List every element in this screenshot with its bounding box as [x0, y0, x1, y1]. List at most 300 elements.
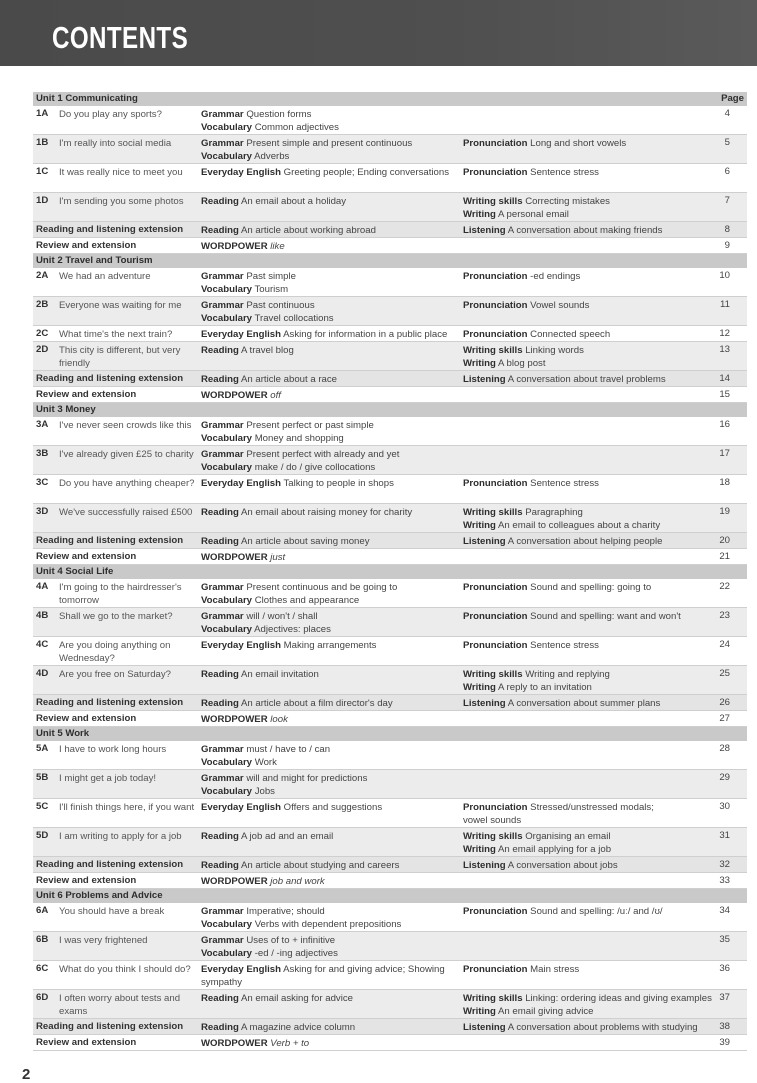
page-ref: 6: [724, 166, 730, 177]
content-label: Listening: [463, 374, 506, 385]
content-line: [463, 814, 725, 827]
page-ref: 25: [719, 668, 730, 679]
content-text: Writing and replying: [525, 669, 610, 680]
content-label: Pronunciation: [463, 271, 528, 282]
review-row[interactable]: [33, 873, 747, 889]
content-line: [463, 477, 725, 490]
content-label: Writing skills: [463, 993, 523, 1004]
review-row[interactable]: [33, 1035, 747, 1051]
content-label: Pronunciation: [463, 640, 528, 651]
content-label: Reading: [201, 345, 239, 356]
pronunciation-writing-cell: [463, 1021, 725, 1034]
content-line: [201, 1021, 463, 1034]
content-line: [463, 905, 725, 918]
page-ref: 39: [719, 1037, 730, 1048]
content-line: [201, 121, 463, 134]
pronunciation-writing-cell: [463, 639, 725, 652]
content-label: Grammar: [201, 109, 244, 120]
content-line: [463, 697, 725, 710]
content-line: [201, 992, 463, 1005]
lesson-code: 6D: [36, 992, 49, 1003]
language-skills-cell: [201, 535, 463, 548]
language-skills-cell: [201, 875, 463, 888]
lesson-title: Shall we go to the market?: [59, 611, 173, 622]
content-line: [201, 108, 463, 121]
content-text: An article about working abroad: [241, 225, 376, 236]
lesson-row[interactable]: [33, 297, 747, 326]
content-label: Grammar: [201, 611, 244, 622]
pronunciation-writing-cell: [463, 328, 725, 341]
language-skills-cell: [201, 270, 463, 296]
content-label: Reading: [201, 536, 239, 547]
lesson-title: I often worry about tests and exams: [59, 993, 181, 1017]
page-ref: 18: [719, 477, 730, 488]
language-skills-cell: [201, 506, 463, 519]
content-line: [463, 208, 725, 221]
content-text: Offers and suggestions: [283, 802, 383, 813]
content-line: [201, 905, 463, 918]
content-label: Writing skills: [463, 345, 523, 356]
content-label: Pronunciation: [463, 329, 528, 340]
content-text: Adverbs: [254, 151, 290, 162]
lesson-code: 1B: [36, 137, 49, 148]
content-line: [463, 639, 725, 652]
content-text: Imperative; should: [246, 906, 325, 917]
content-line: [201, 224, 463, 237]
content-line: [201, 756, 463, 769]
content-line: [463, 610, 725, 623]
language-skills-cell: [201, 859, 463, 872]
content-text: Sentence stress: [530, 640, 599, 651]
lesson-title: I'm going to the hairdresser's tomorrow: [59, 582, 182, 606]
content-line: [463, 506, 725, 519]
lesson-title: I've never seen crowds like this: [59, 420, 192, 431]
content-label: Reading: [201, 831, 239, 842]
pronunciation-writing-cell: [463, 801, 725, 827]
content-label: WORDPOWER: [201, 552, 268, 563]
content-text: Stressed/unstressed modals;: [530, 802, 654, 813]
language-skills-cell: [201, 195, 463, 208]
lesson-row[interactable]: [33, 106, 747, 135]
content-text: Paragraphing: [525, 507, 583, 518]
content-text: A travel blog: [241, 345, 294, 356]
content-line: [201, 283, 463, 296]
lesson-row[interactable]: [33, 637, 747, 666]
lesson-row[interactable]: [33, 504, 747, 533]
language-skills-cell: [201, 830, 463, 843]
content-label: Grammar: [201, 773, 244, 784]
content-text: Question forms: [246, 109, 312, 120]
lesson-row[interactable]: [33, 135, 747, 164]
content-line: [201, 432, 463, 445]
content-label: Pronunciation: [463, 138, 528, 149]
language-skills-cell: [201, 166, 463, 179]
extension-label: Reading and listening extension: [36, 224, 184, 235]
content-line: [463, 357, 725, 370]
content-label: WORDPOWER: [201, 714, 268, 725]
pronunciation-writing-cell: [463, 992, 725, 1018]
lesson-row[interactable]: [33, 342, 747, 371]
lesson-title: Do you play any sports?: [59, 109, 162, 120]
content-line: [201, 551, 463, 564]
page-ref: 5: [724, 137, 730, 148]
lesson-title: What do you think I should do?: [59, 964, 191, 975]
content-text: Asking for information in a public place: [283, 329, 448, 340]
page-ref: 21: [719, 551, 730, 562]
lesson-row[interactable]: [33, 828, 747, 857]
lesson-title: I was very frightened: [59, 935, 148, 946]
pronunciation-writing-cell: [463, 166, 725, 179]
extension-row[interactable]: [33, 1019, 747, 1035]
pronunciation-writing-cell: [463, 224, 725, 237]
lesson-code: 4C: [36, 639, 49, 650]
content-text: -ed / -ing adjectives: [254, 948, 338, 959]
lesson-code: 1C: [36, 166, 49, 177]
content-label: Reading: [201, 698, 239, 709]
language-skills-cell: [201, 551, 463, 564]
content-line: [463, 270, 725, 283]
content-text: An email applying for a job: [498, 844, 612, 855]
content-label: Everyday English: [201, 329, 281, 340]
content-line: [201, 195, 463, 208]
language-skills-cell: [201, 448, 463, 474]
lesson-code: 5D: [36, 830, 49, 841]
language-skills-cell: [201, 963, 463, 989]
pronunciation-writing-cell: [463, 299, 725, 312]
content-line: [201, 150, 463, 163]
lesson-row[interactable]: [33, 193, 747, 222]
content-label: Reading: [201, 196, 239, 207]
extension-row[interactable]: [33, 222, 747, 238]
content-label: Listening: [463, 1022, 506, 1033]
page-ref: 35: [719, 934, 730, 945]
content-text: A magazine advice column: [241, 1022, 356, 1033]
content-label: Vocabulary: [201, 919, 253, 930]
content-text: will / won't / shall: [246, 611, 318, 622]
pronunciation-writing-cell: [463, 963, 725, 976]
content-label: Writing: [463, 358, 496, 369]
lesson-title: I'm sending you some photos: [59, 196, 184, 207]
page-ref: 7: [724, 195, 730, 206]
content-text: job and work: [270, 876, 325, 887]
review-row[interactable]: [33, 238, 747, 254]
review-row[interactable]: [33, 711, 747, 727]
content-text: vowel sounds: [463, 815, 522, 826]
content-text: Sentence stress: [530, 478, 599, 489]
lesson-code: 2D: [36, 344, 49, 355]
lesson-row[interactable]: [33, 579, 747, 608]
lesson-row[interactable]: [33, 475, 747, 504]
page-number: 2: [22, 1066, 31, 1083]
content-text: A reply to an invitation: [498, 682, 592, 693]
content-text: Money and shopping: [254, 433, 344, 444]
review-row[interactable]: [33, 549, 747, 565]
review-label: Review and extension: [36, 1037, 137, 1048]
content-label: Vocabulary: [201, 433, 253, 444]
content-text: Adjectives: places: [254, 624, 331, 635]
page-ref: 30: [719, 801, 730, 812]
lesson-row[interactable]: [33, 164, 747, 193]
pronunciation-writing-cell: [463, 668, 725, 694]
content-label: Writing: [463, 1006, 496, 1017]
content-text: Sound and spelling: want and won't: [530, 611, 681, 622]
content-text: sympathy: [201, 977, 243, 988]
pronunciation-writing-cell: [463, 905, 725, 918]
lesson-row[interactable]: [33, 990, 747, 1019]
content-label: Writing: [463, 520, 496, 531]
content-text: make / do / give collocations: [254, 462, 376, 473]
language-skills-cell: [201, 713, 463, 726]
content-text: An email asking for advice: [241, 993, 353, 1004]
content-line: [201, 859, 463, 872]
content-text: Vowel sounds: [530, 300, 590, 311]
content-label: Everyday English: [201, 167, 281, 178]
page-ref: 10: [719, 270, 730, 281]
content-label: Grammar: [201, 906, 244, 917]
language-skills-cell: [201, 224, 463, 237]
content-label: Writing skills: [463, 507, 523, 518]
content-line: [201, 743, 463, 756]
pronunciation-writing-cell: [463, 344, 725, 370]
page-ref: 33: [719, 875, 730, 886]
unit-header: [33, 254, 747, 268]
content-label: Grammar: [201, 449, 244, 460]
pronunciation-writing-cell: [463, 195, 725, 221]
content-line: [463, 1021, 725, 1034]
content-text: A conversation about problems with studying: [507, 1022, 698, 1033]
unit-title: Unit 5 Work: [36, 728, 90, 739]
content-line: [463, 581, 725, 594]
lesson-title: Do you have anything cheaper?: [59, 478, 195, 489]
extension-row[interactable]: [33, 371, 747, 387]
content-text: Uses of to + infinitive: [246, 935, 336, 946]
content-text: just: [270, 552, 286, 563]
pronunciation-writing-cell: [463, 697, 725, 710]
content-label: WORDPOWER: [201, 1038, 268, 1049]
content-text: Work: [254, 757, 277, 768]
unit-title: Unit 1 Communicating: [36, 93, 138, 104]
page-ref: 27: [719, 713, 730, 724]
content-text: Tourism: [254, 284, 289, 295]
language-skills-cell: [201, 108, 463, 134]
content-line: [201, 934, 463, 947]
content-label: Pronunciation: [463, 300, 528, 311]
lesson-title: Everyone was waiting for me: [59, 300, 182, 311]
unit-title: Unit 4 Social Life: [36, 566, 114, 577]
content-label: Pronunciation: [463, 478, 528, 489]
review-label: Review and extension: [36, 240, 137, 251]
extension-row[interactable]: [33, 857, 747, 873]
content-line: [201, 166, 463, 179]
extension-row[interactable]: [33, 533, 747, 549]
content-label: Reading: [201, 1022, 239, 1033]
content-line: [201, 373, 463, 386]
content-text: An email about a holiday: [241, 196, 347, 207]
lesson-code: 5B: [36, 772, 49, 783]
lesson-title: We had an adventure: [59, 271, 151, 282]
extension-label: Reading and listening extension: [36, 859, 184, 870]
lesson-code: 2A: [36, 270, 49, 281]
pronunciation-writing-cell: [463, 137, 725, 150]
page-ref: 19: [719, 506, 730, 517]
page-ref: 14: [719, 373, 730, 384]
contents-table: [33, 92, 747, 1051]
content-line: [201, 947, 463, 960]
content-line: [463, 992, 725, 1005]
content-line: [201, 1037, 463, 1050]
review-row[interactable]: [33, 387, 747, 403]
review-label: Review and extension: [36, 551, 137, 562]
content-text: A conversation about jobs: [507, 860, 618, 871]
language-skills-cell: [201, 1021, 463, 1034]
content-text: A conversation about summer plans: [507, 698, 661, 709]
lesson-code: 2B: [36, 299, 49, 310]
content-text: A job ad and an email: [241, 831, 334, 842]
extension-row[interactable]: [33, 695, 747, 711]
content-line: [463, 344, 725, 357]
content-line: [463, 681, 725, 694]
lesson-row[interactable]: [33, 770, 747, 799]
lesson-row[interactable]: [33, 326, 747, 342]
content-line: [463, 1005, 725, 1018]
page-ref: 36: [719, 963, 730, 974]
pronunciation-writing-cell: [463, 373, 725, 386]
content-text: Sound and spelling: /uː/ and /ʊ/: [530, 906, 663, 917]
language-skills-cell: [201, 581, 463, 607]
content-line: [201, 240, 463, 253]
content-text: A conversation about helping people: [507, 536, 663, 547]
lesson-code: 3D: [36, 506, 49, 517]
pronunciation-writing-cell: [463, 506, 725, 532]
page-ref: 9: [724, 240, 730, 251]
content-line: [201, 610, 463, 623]
page-ref: 38: [719, 1021, 730, 1032]
language-skills-cell: [201, 639, 463, 652]
pronunciation-writing-cell: [463, 830, 725, 856]
content-text: Present simple and present continuous: [246, 138, 413, 149]
content-line: [201, 594, 463, 607]
language-skills-cell: [201, 299, 463, 325]
content-label: Grammar: [201, 138, 244, 149]
content-label: Grammar: [201, 744, 244, 755]
content-text: Past continuous: [246, 300, 315, 311]
lesson-title: I've already given £25 to charity: [59, 449, 194, 460]
language-skills-cell: [201, 328, 463, 341]
lesson-row[interactable]: [33, 608, 747, 637]
content-line: [201, 461, 463, 474]
content-label: Pronunciation: [463, 802, 528, 813]
content-line: [201, 535, 463, 548]
page-ref: 32: [719, 859, 730, 870]
lesson-row[interactable]: [33, 903, 747, 932]
lesson-row[interactable]: [33, 932, 747, 961]
language-skills-cell: [201, 240, 463, 253]
content-label: Writing: [463, 209, 496, 220]
content-line: [463, 801, 725, 814]
unit-header: [33, 727, 747, 741]
page-ref: 15: [719, 389, 730, 400]
content-text: Common adjectives: [254, 122, 339, 133]
content-label: Vocabulary: [201, 595, 253, 606]
content-text: Greeting people; Ending conversations: [283, 167, 449, 178]
lesson-row[interactable]: [33, 741, 747, 770]
content-label: Vocabulary: [201, 313, 253, 324]
pronunciation-writing-cell: [463, 535, 725, 548]
content-line: [201, 785, 463, 798]
content-text: Linking: ordering ideas and giving examples: [525, 993, 712, 1004]
lesson-row[interactable]: [33, 666, 747, 695]
language-skills-cell: [201, 477, 463, 490]
unit-header: [33, 565, 747, 579]
lesson-code: 3A: [36, 419, 49, 430]
pronunciation-writing-cell: [463, 270, 725, 283]
content-text: Jobs: [254, 786, 275, 797]
content-label: Listening: [463, 225, 506, 236]
lesson-code: 4A: [36, 581, 49, 592]
lesson-code: 6C: [36, 963, 49, 974]
unit-header: [33, 403, 747, 417]
lesson-row[interactable]: [33, 799, 747, 828]
content-label: Grammar: [201, 420, 244, 431]
lesson-row[interactable]: [33, 417, 747, 446]
content-label: Reading: [201, 860, 239, 871]
pronunciation-writing-cell: [463, 477, 725, 490]
content-line: [463, 519, 725, 532]
content-line: [463, 859, 725, 872]
page-ref: 4: [724, 108, 730, 119]
content-label: Pronunciation: [463, 167, 528, 178]
content-label: Vocabulary: [201, 624, 253, 635]
content-label: WORDPOWER: [201, 876, 268, 887]
content-line: [463, 137, 725, 150]
page-ref: 29: [719, 772, 730, 783]
content-label: Reading: [201, 669, 239, 680]
review-label: Review and extension: [36, 713, 137, 724]
content-line: [463, 830, 725, 843]
content-text: Correcting mistakes: [525, 196, 610, 207]
content-line: [463, 668, 725, 681]
lesson-code: 5C: [36, 801, 49, 812]
content-text: An article about a film director's day: [241, 698, 393, 709]
content-line: [201, 344, 463, 357]
content-label: Everyday English: [201, 964, 281, 975]
content-label: Reading: [201, 993, 239, 1004]
content-label: Listening: [463, 860, 506, 871]
lesson-row[interactable]: [33, 961, 747, 990]
content-label: Vocabulary: [201, 284, 253, 295]
content-text: Connected speech: [530, 329, 611, 340]
lesson-code: 6B: [36, 934, 49, 945]
content-label: Writing: [463, 844, 496, 855]
lesson-row[interactable]: [33, 268, 747, 297]
content-line: [201, 328, 463, 341]
content-label: Vocabulary: [201, 462, 253, 473]
content-line: [201, 830, 463, 843]
unit-header: [33, 92, 747, 106]
content-text: An email giving advice: [498, 1006, 594, 1017]
lesson-row[interactable]: [33, 446, 747, 475]
pronunciation-writing-cell: [463, 859, 725, 872]
content-line: [201, 772, 463, 785]
content-text: Making arrangements: [283, 640, 377, 651]
page-ref: 24: [719, 639, 730, 650]
page-column-label: Page: [721, 93, 744, 104]
unit-title: Unit 2 Travel and Tourism: [36, 255, 153, 266]
unit-header: [33, 889, 747, 903]
content-line: [201, 976, 463, 989]
language-skills-cell: [201, 743, 463, 769]
content-text: Sentence stress: [530, 167, 599, 178]
